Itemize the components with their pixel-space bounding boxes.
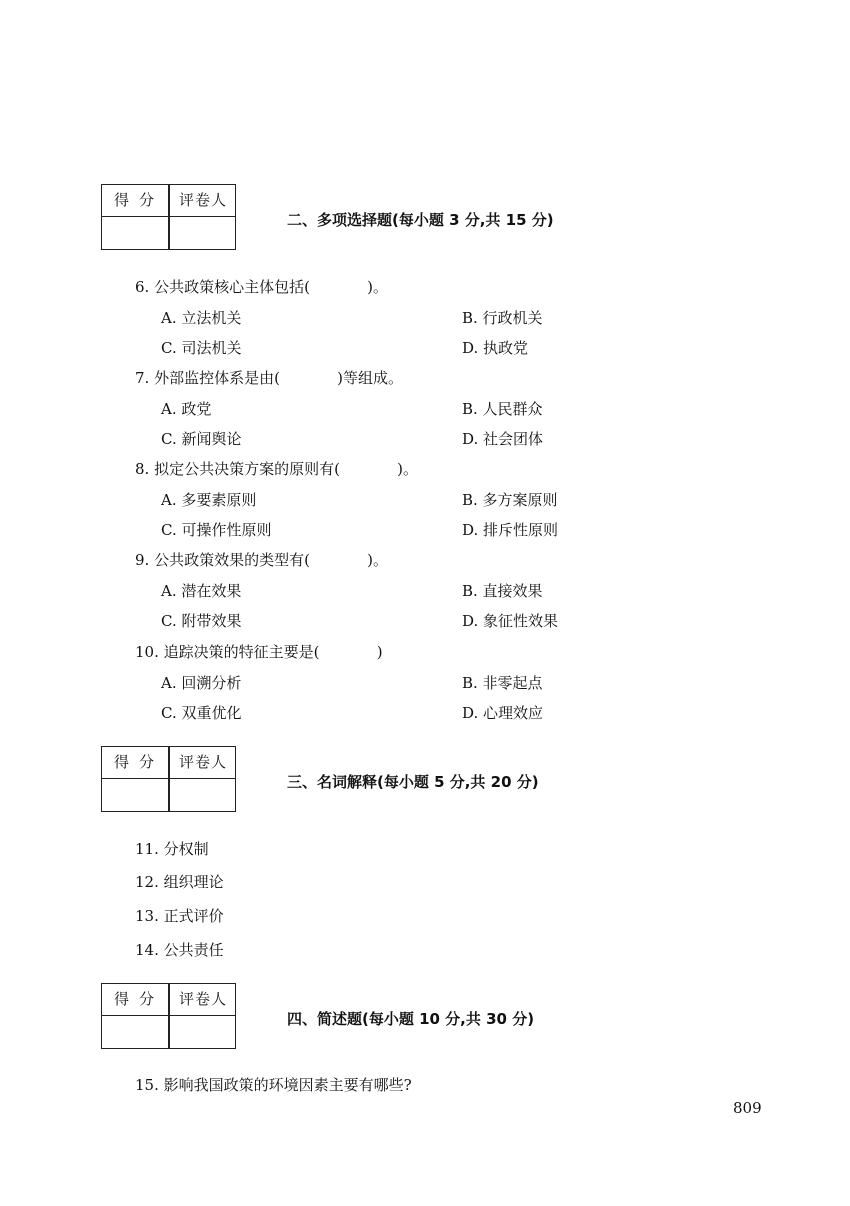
option: A. 回溯分析 [161, 674, 242, 692]
option: C. 可操作性原则 [161, 521, 272, 539]
score-label: 得分 [113, 990, 164, 1008]
term-item: 14. 公共责任 [135, 941, 224, 959]
page-number: 809 [733, 1099, 762, 1117]
score-table [101, 184, 236, 250]
question-text: 8. 拟定公共决策方案的原则有( )。 [135, 460, 419, 478]
grader-label: 评卷人 [178, 990, 227, 1008]
option: A. 政党 [161, 400, 212, 418]
option: C. 附带效果 [161, 612, 242, 630]
score-label: 得分 [113, 191, 164, 209]
short-answer-item: 15. 影响我国政策的环境因素主要有哪些? [135, 1076, 412, 1094]
question-text: 9. 公共政策效果的类型有( )。 [135, 551, 389, 569]
question-text: 7. 外部监控体系是由( )等组成。 [135, 369, 404, 387]
grader-label: 评卷人 [178, 191, 227, 209]
term-item: 11. 分权制 [135, 840, 209, 858]
option: A. 潜在效果 [161, 582, 242, 600]
option: B. 人民群众 [462, 400, 543, 418]
option: C. 双重优化 [161, 704, 242, 722]
term-item: 13. 正式评价 [135, 907, 224, 925]
grader-label: 评卷人 [178, 753, 227, 771]
option: B. 行政机关 [462, 309, 543, 327]
option: C. 司法机关 [161, 339, 242, 357]
score-table [101, 983, 236, 1049]
option: A. 立法机关 [161, 309, 242, 327]
question-text: 10. 追踪决策的特征主要是( ) [135, 643, 383, 661]
option: D. 心理效应 [462, 704, 544, 722]
option: D. 社会团体 [462, 430, 544, 448]
score-label: 得分 [113, 753, 164, 771]
option: B. 直接效果 [462, 582, 543, 600]
option: D. 象征性效果 [462, 612, 559, 630]
section-title: 三、名词解释(每小题 5 分,共 20 分) [287, 773, 539, 791]
section-title: 四、简述题(每小题 10 分,共 30 分) [287, 1010, 535, 1028]
question-text: 6. 公共政策核心主体包括( )。 [135, 278, 389, 296]
option: D. 排斥性原则 [462, 521, 559, 539]
section-title: 二、多项选择题(每小题 3 分,共 15 分) [287, 211, 554, 229]
option: B. 非零起点 [462, 674, 543, 692]
score-table [101, 746, 236, 812]
option: B. 多方案原则 [462, 491, 558, 509]
option: D. 执政党 [462, 339, 529, 357]
term-item: 12. 组织理论 [135, 873, 224, 891]
option: C. 新闻舆论 [161, 430, 242, 448]
option: A. 多要素原则 [161, 491, 257, 509]
